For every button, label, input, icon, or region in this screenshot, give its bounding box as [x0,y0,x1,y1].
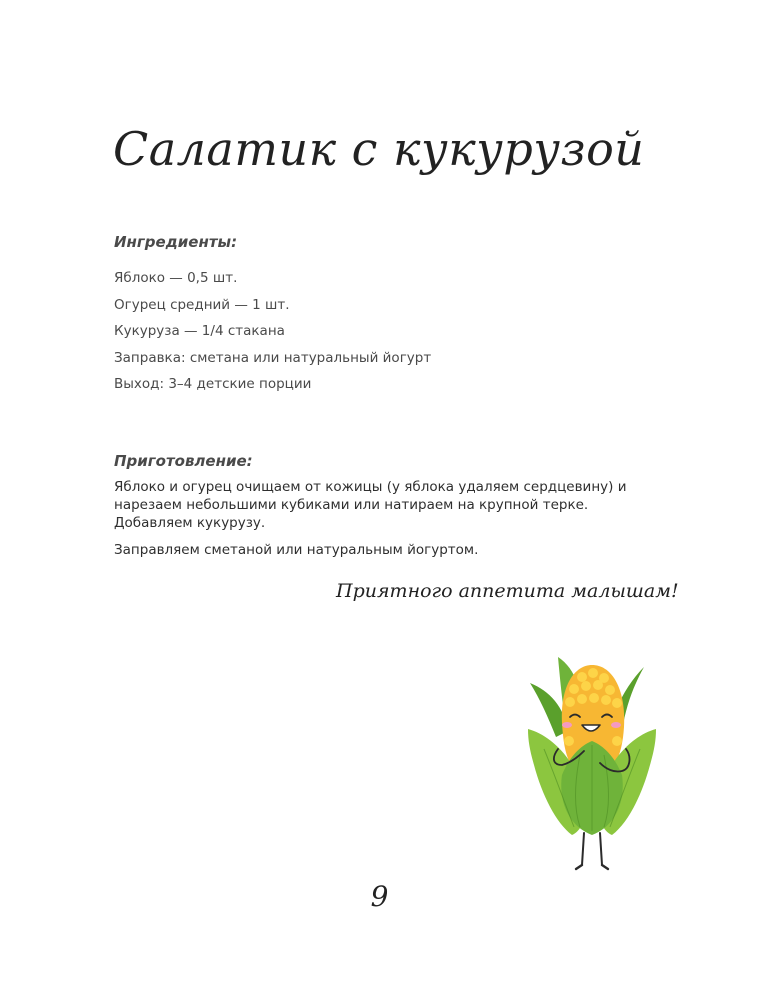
ingredients-heading: Ингредиенты: [114,233,238,251]
corn-mascot-icon [522,645,662,880]
ingredient-item: Выход: 3–4 детские порции [114,376,312,392]
ingredient-item: Яблоко — 0,5 шт. [114,270,238,286]
preparation-step: Яблоко и огурец очищаем от кожицы (у яблока удаляем сердцевину) и нарезаем небольшими кубиками или натираем на крупной терке. Добавляем кукурузу. [114,479,627,531]
recipe-title: Салатик с кукурузой [113,122,645,176]
ingredient-item: Кукуруза — 1/4 стакана [114,323,285,339]
ingredient-item: Заправка: сметана или натуральный йогурт [114,349,432,366]
ingredients-list [114,270,431,403]
page-number: 9 [370,880,389,913]
preparation-text [114,478,634,568]
ingredient-item: Огурец средний — 1 шт. [114,296,290,313]
preparation-step: Заправляем сметаной или натуральным йогуртом. [114,542,479,558]
closing-wish: Приятного аппетита малышам! [336,580,679,602]
preparation-heading: Приготовление: [114,452,253,470]
